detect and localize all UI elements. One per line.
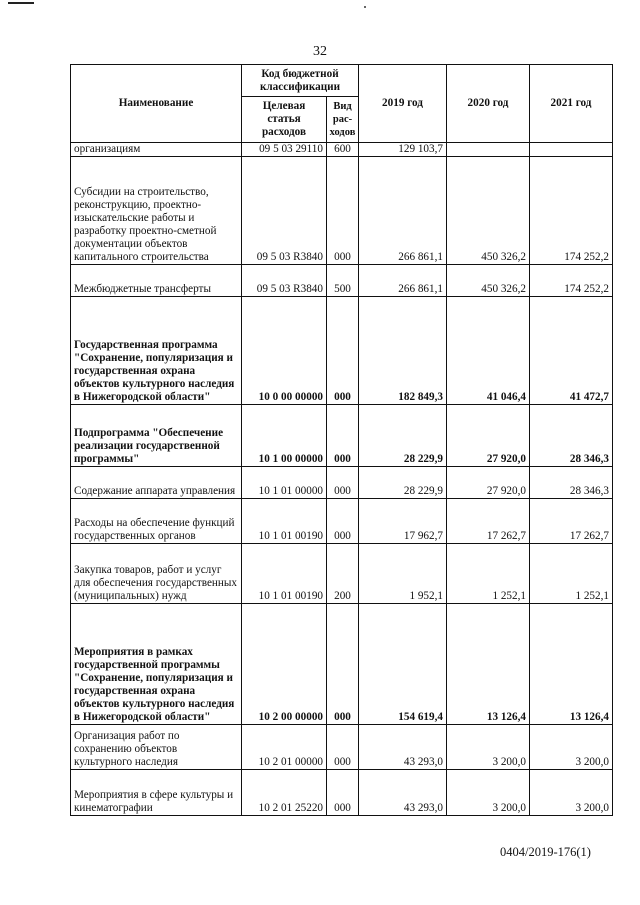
row-2019: 28 229,9 xyxy=(359,405,447,467)
row-code: 09 5 03 29110 xyxy=(242,143,327,157)
table-row xyxy=(71,265,613,297)
table-row xyxy=(71,405,613,467)
row-kind: 000 xyxy=(327,157,359,265)
table-row xyxy=(71,544,613,604)
row-2021: 3 200,0 xyxy=(530,770,613,816)
row-2020: 450 326,2 xyxy=(447,157,530,265)
row-2019: 43 293,0 xyxy=(359,770,447,816)
header-year-2021: 2021 год xyxy=(530,65,613,143)
row-2020: 1 252,1 xyxy=(447,544,530,604)
table-row xyxy=(71,143,613,157)
scan-dot xyxy=(364,6,366,8)
row-2020: 13 126,4 xyxy=(447,604,530,725)
row-2021: 174 252,2 xyxy=(530,265,613,297)
row-kind: 000 xyxy=(327,725,359,770)
row-kind: 500 xyxy=(327,265,359,297)
header-name: Наименование xyxy=(71,65,242,143)
row-2019: 43 293,0 xyxy=(359,725,447,770)
row-2020: 3 200,0 xyxy=(447,770,530,816)
table-row xyxy=(71,604,613,725)
table-row xyxy=(71,157,613,265)
row-2020: 27 920,0 xyxy=(447,405,530,467)
row-2021 xyxy=(530,143,613,157)
row-2019: 28 229,9 xyxy=(359,467,447,499)
row-code: 10 1 01 00190 xyxy=(242,499,327,544)
row-code: 10 1 00 00000 xyxy=(242,405,327,467)
row-2020: 17 262,7 xyxy=(447,499,530,544)
row-code: 10 2 01 00000 xyxy=(242,725,327,770)
row-kind: 200 xyxy=(327,544,359,604)
row-code: 09 5 03 R3840 xyxy=(242,265,327,297)
row-2019: 1 952,1 xyxy=(359,544,447,604)
table-row xyxy=(71,770,613,816)
row-code: 10 1 01 00190 xyxy=(242,544,327,604)
header-year-2020: 2020 год xyxy=(447,65,530,143)
row-2021: 13 126,4 xyxy=(530,604,613,725)
row-2019: 266 861,1 xyxy=(359,157,447,265)
budget-table xyxy=(70,64,613,816)
table-row xyxy=(71,725,613,770)
row-name: организациям xyxy=(71,143,242,157)
row-2021: 1 252,1 xyxy=(530,544,613,604)
row-name: Субсидии на строительство, реконструкцию, проектно-изыскательские работы и разработку проектно-сметной документации объектов капитального строительства xyxy=(71,157,242,265)
row-kind: 000 xyxy=(327,604,359,725)
row-2021: 17 262,7 xyxy=(530,499,613,544)
row-kind: 000 xyxy=(327,405,359,467)
row-code: 10 0 00 00000 xyxy=(242,297,327,405)
row-code: 10 1 01 00000 xyxy=(242,467,327,499)
row-2019: 129 103,7 xyxy=(359,143,447,157)
row-2020: 41 046,4 xyxy=(447,297,530,405)
row-name: Подпрограмма "Обеспечение реализации государственной программы" xyxy=(71,405,242,467)
row-name: Мероприятия в рамках государственной программы "Сохранение, популяризация и государственная охрана объектов культурного наследия в Нижегородской области" xyxy=(71,604,242,725)
row-2019: 154 619,4 xyxy=(359,604,447,725)
row-kind: 000 xyxy=(327,770,359,816)
page-number: 32 xyxy=(313,44,327,59)
row-2019: 17 962,7 xyxy=(359,499,447,544)
row-kind: 000 xyxy=(327,297,359,405)
row-code: 10 2 01 25220 xyxy=(242,770,327,816)
header-target-article: Целевая статья расходов xyxy=(242,97,327,143)
row-name: Государственная программа "Сохранение, популяризация и государственная охрана объектов культурного наследия в Нижегородской области" xyxy=(71,297,242,405)
row-2021: 28 346,3 xyxy=(530,405,613,467)
row-2021: 174 252,2 xyxy=(530,157,613,265)
row-2021: 3 200,0 xyxy=(530,725,613,770)
row-kind: 000 xyxy=(327,467,359,499)
row-name: Межбюджетные трансферты xyxy=(71,265,242,297)
row-2021: 28 346,3 xyxy=(530,467,613,499)
row-code: 10 2 00 00000 xyxy=(242,604,327,725)
header-year-2019: 2019 год xyxy=(359,65,447,143)
row-kind: 600 xyxy=(327,143,359,157)
row-2021: 41 472,7 xyxy=(530,297,613,405)
header-expense-kind: Вид рас-ходов xyxy=(327,97,359,143)
row-2019: 182 849,3 xyxy=(359,297,447,405)
row-2020: 27 920,0 xyxy=(447,467,530,499)
header-code-group: Код бюджетной классификации xyxy=(242,65,359,97)
table-row xyxy=(71,297,613,405)
document-code: 0404/2019-176(1) xyxy=(500,845,591,859)
table-row xyxy=(71,467,613,499)
row-name: Закупка товаров, работ и услуг для обеспечения государственных (муниципальных) нужд xyxy=(71,544,242,604)
row-2020: 450 326,2 xyxy=(447,265,530,297)
row-name: Организация работ по сохранению объектов культурного наследия xyxy=(71,725,242,770)
row-name: Мероприятия в сфере культуры и кинематографии xyxy=(71,770,242,816)
row-kind: 000 xyxy=(327,499,359,544)
scan-edge-mark xyxy=(8,2,34,4)
table-row xyxy=(71,499,613,544)
row-2020: 3 200,0 xyxy=(447,725,530,770)
row-name: Расходы на обеспечение функций государственных органов xyxy=(71,499,242,544)
row-2020 xyxy=(447,143,530,157)
row-2019: 266 861,1 xyxy=(359,265,447,297)
row-name: Содержание аппарата управления xyxy=(71,467,242,499)
row-code: 09 5 03 R3840 xyxy=(242,157,327,265)
